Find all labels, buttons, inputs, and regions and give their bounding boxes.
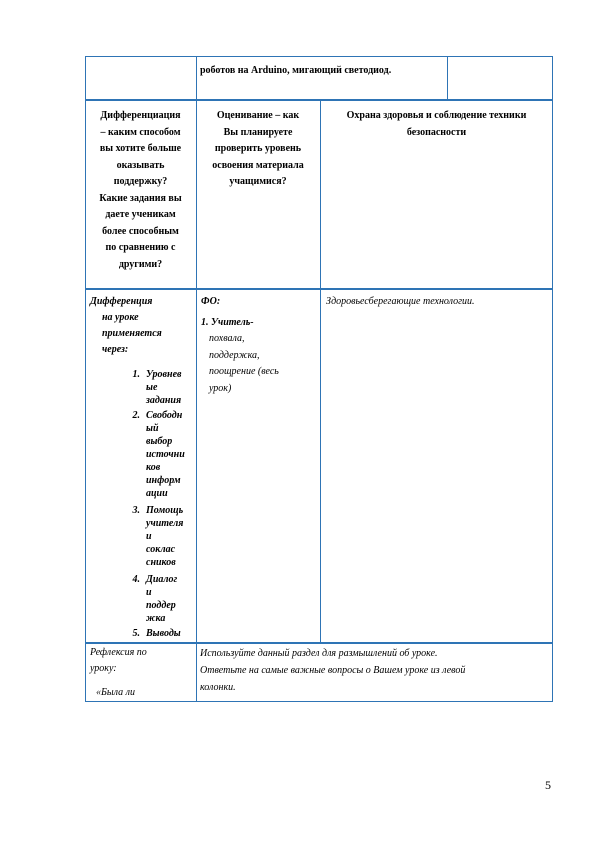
header-assessment (198, 108, 318, 191)
header-differentiation (87, 108, 194, 273)
diff-intro-line: на уроке (102, 312, 139, 323)
list-item-text: Уровнев ые задания (146, 369, 182, 406)
list-item (126, 409, 196, 504)
differentiation-intro (90, 294, 194, 358)
top-row-text: роботов на Arduino, мигающий светодиод. (200, 65, 392, 76)
reflection-instructions (200, 645, 550, 696)
header-diff-line: оказывать (116, 159, 165, 171)
header-assess-line: проверить уровень (214, 143, 302, 154)
header-diff-line: другими? (118, 258, 163, 270)
header-divider-2 (320, 100, 321, 289)
list-item (126, 573, 196, 627)
reflection-label (90, 645, 194, 701)
reflection-text-line: Используйте данный раздел для размышлений об уроке. (200, 648, 438, 659)
diff-intro-line: Дифференция (90, 296, 153, 307)
list-item-number: 4. (132, 574, 140, 585)
header-health-safety (322, 108, 551, 141)
list-item-text: Помощь учителя и соклас сников (146, 505, 184, 568)
body-divider-2 (320, 289, 321, 643)
reflection-label-line: уроку: (90, 663, 117, 674)
fo-line: 1. Учитель- (201, 316, 254, 328)
header-diff-line: поддержку? (113, 176, 168, 187)
header-assess-line: Оценивание – как (216, 110, 300, 121)
reflection-label-line: Рефлексия по (90, 647, 147, 658)
diff-intro-line: через: (102, 344, 129, 355)
diff-intro-line: применяется (102, 328, 162, 339)
list-item-text: Диалог и поддер жка (146, 574, 178, 624)
header-assess-line: Вы планируете (223, 126, 293, 138)
reflection-text-line: колонки. (200, 682, 236, 693)
header-health-line: Охрана здоровья и соблюдение техники (346, 110, 527, 121)
differentiation-list (126, 368, 196, 643)
list-item (126, 627, 196, 641)
list-item-number: 5. (132, 628, 140, 639)
list-item-number: 2. (132, 410, 140, 421)
header-health-line: безопасности (406, 126, 467, 138)
list-item-text: Свободн ый выбор источни ков информ ации (146, 410, 185, 499)
page-number: 5 (545, 778, 551, 792)
fo-line: поддержка, (209, 349, 260, 361)
fo-line: поощрение (весь (209, 366, 279, 377)
header-diff-line: более способным (102, 225, 179, 237)
list-item-text: Выводы (146, 628, 181, 639)
health-technologies: Здоровьесберегающие технологии. (326, 296, 475, 307)
header-diff-line: – каким способом (100, 126, 181, 138)
header-assess-line: учащимися? (229, 176, 287, 187)
reflection-label-line: «Была ли (96, 687, 136, 698)
list-item-number: 3. (132, 505, 140, 516)
fo-line: урок) (209, 382, 232, 394)
fo-label: ФО: (201, 296, 221, 307)
top-row-divider-1 (196, 56, 197, 100)
fo-line: похвала, (209, 333, 245, 344)
header-diff-line: даете ученикам (105, 209, 176, 220)
list-item (126, 368, 196, 408)
reflection-divider (196, 643, 197, 702)
header-diff-line: Дифференциация (100, 110, 181, 121)
formative-assessment (201, 294, 318, 397)
top-row-divider-2 (447, 56, 448, 100)
list-item-number: 1. (132, 369, 140, 380)
header-diff-line: Какие задания вы (99, 192, 182, 204)
list-item (126, 504, 196, 572)
header-diff-line: по сравнению с (105, 242, 176, 253)
body-divider-1 (196, 289, 197, 643)
reflection-text-line: Ответьте на самые важные вопросы о Вашем уроке из левой (200, 665, 466, 676)
header-diff-line: вы хотите больше (99, 143, 182, 154)
header-divider-1 (196, 100, 197, 289)
header-assess-line: освоения материала (212, 159, 304, 171)
